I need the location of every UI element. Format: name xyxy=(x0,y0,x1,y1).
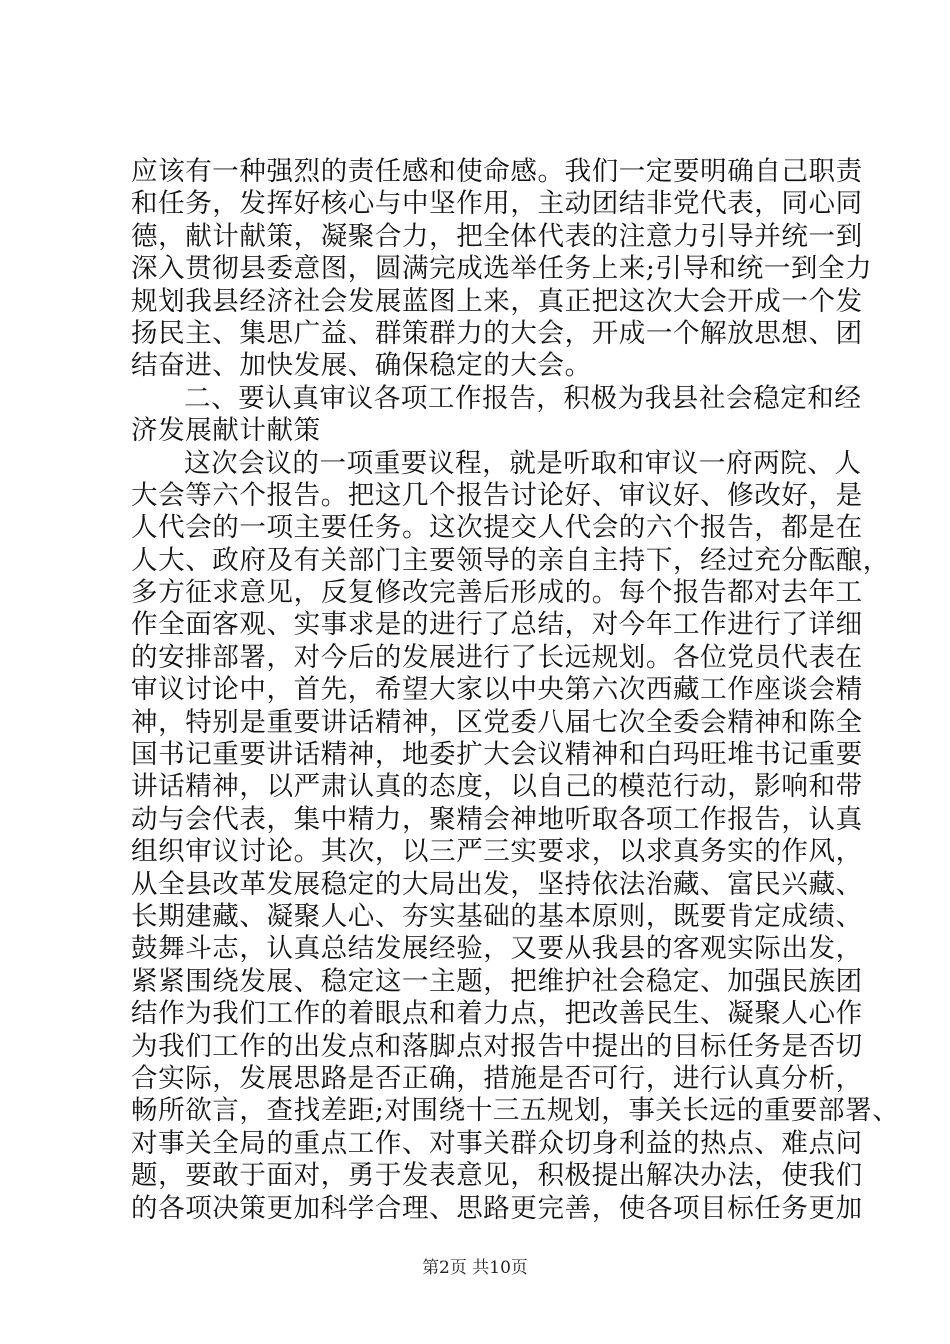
text-line: 规划我县经济社会发展蓝图上来，真正把这次大会开成一个发 xyxy=(131,285,863,317)
text-line: 畅所欲言，查找差距;对围绕十三五规划，事关长远的重要部署、 xyxy=(131,1095,900,1127)
text-line: 和任务，发挥好核心与中坚作用，主动团结非党代表，同心同 xyxy=(131,188,863,220)
paragraph-start-line: 这次会议的一项重要议程，就是听取和审议一府两院、人 xyxy=(184,447,862,479)
text-line: 人大、政府及有关部门主要领导的亲自主持下，经过充分酝酿， xyxy=(131,544,890,576)
text-line: 大会等六个报告。把这几个报告讨论好、审议好、修改好，是 xyxy=(131,479,863,511)
text-line: 的安排部署，对今后的发展进行了长远规划。各位党员代表在 xyxy=(131,641,863,673)
text-line: 讲话精神，以严肃认真的态度，以自己的模范行动，影响和带 xyxy=(131,771,863,803)
text-line: 结作为我们工作的着眼点和着力点，把改善民生、凝聚人心作 xyxy=(131,998,863,1030)
text-line: 德，献计献策，凝聚合力，把全体代表的注意力引导并统一到 xyxy=(131,220,863,252)
text-line: 深入贯彻县委意图，圆满完成选举任务上来;引导和统一到全力 xyxy=(131,253,873,285)
text-line: 人代会的一项主要任务。这次提交人代会的六个报告，都是在 xyxy=(131,512,863,544)
text-line: 审议讨论中，首先，希望大家以中央第六次西藏工作座谈会精 xyxy=(131,674,863,706)
text-line: 从全县改革发展稳定的大局出发，坚持依法治藏、富民兴藏、 xyxy=(131,868,863,900)
text-line: 动与会代表，集中精力，聚精会神地听取各项工作报告，认真 xyxy=(131,803,863,835)
text-line: 多方征求意见，反复修改完善后形成的。每个报告都对去年工 xyxy=(131,577,863,609)
text-line: 合实际，发展思路是否正确，措施是否可行，进行认真分析， xyxy=(131,1062,863,1094)
text-line: 长期建藏、凝聚人心、夯实基础的基本原则，既要肯定成绩、 xyxy=(131,900,863,932)
page-number-footer: 第2页 共10页 xyxy=(422,1258,528,1278)
text-line: 神，特别是重要讲话精神，区党委八届七次全委会精神和陈全 xyxy=(131,706,863,738)
text-line: 组织审议讨论。其次，以三严三实要求，以求真务实的作风， xyxy=(131,836,863,868)
text-line: 国书记重要讲话精神，地委扩大会议精神和白玛旺堆书记重要 xyxy=(131,739,863,771)
text-line: 结奋进、加快发展、确保稳定的大会。 xyxy=(131,350,592,382)
text-line: 应该有一种强烈的责任感和使命感。我们一定要明确自己职责 xyxy=(131,156,863,187)
text-line: 对事关全局的重点工作、对事关群众切身利益的热点、难点问 xyxy=(131,1127,863,1159)
text-line: 的各项决策更加科学合理、思路更完善，使各项目标任务更加 xyxy=(131,1192,863,1224)
section-heading-line: 济发展献计献策 xyxy=(131,415,321,447)
text-line: 题，要敢于面对，勇于发表意见，积极提出解决办法，使我们 xyxy=(131,1160,863,1192)
text-line: 扬民主、集思广益、群策群力的大会，开成一个解放思想、团 xyxy=(131,317,863,349)
section-heading-line: 二、要认真审议各项工作报告，积极为我县社会稳定和经 xyxy=(184,382,862,414)
text-line: 为我们工作的出发点和落脚点对报告中提出的目标任务是否切 xyxy=(131,1030,863,1062)
document-body xyxy=(131,156,900,1225)
text-line: 作全面客观、实事求是的进行了总结，对今年工作进行了详细 xyxy=(131,609,863,641)
text-line: 紧紧围绕发展、稳定这一主题，把维护社会稳定、加强民族团 xyxy=(131,965,863,997)
text-line: 鼓舞斗志，认真总结发展经验，又要从我县的客观实际出发， xyxy=(131,933,863,965)
